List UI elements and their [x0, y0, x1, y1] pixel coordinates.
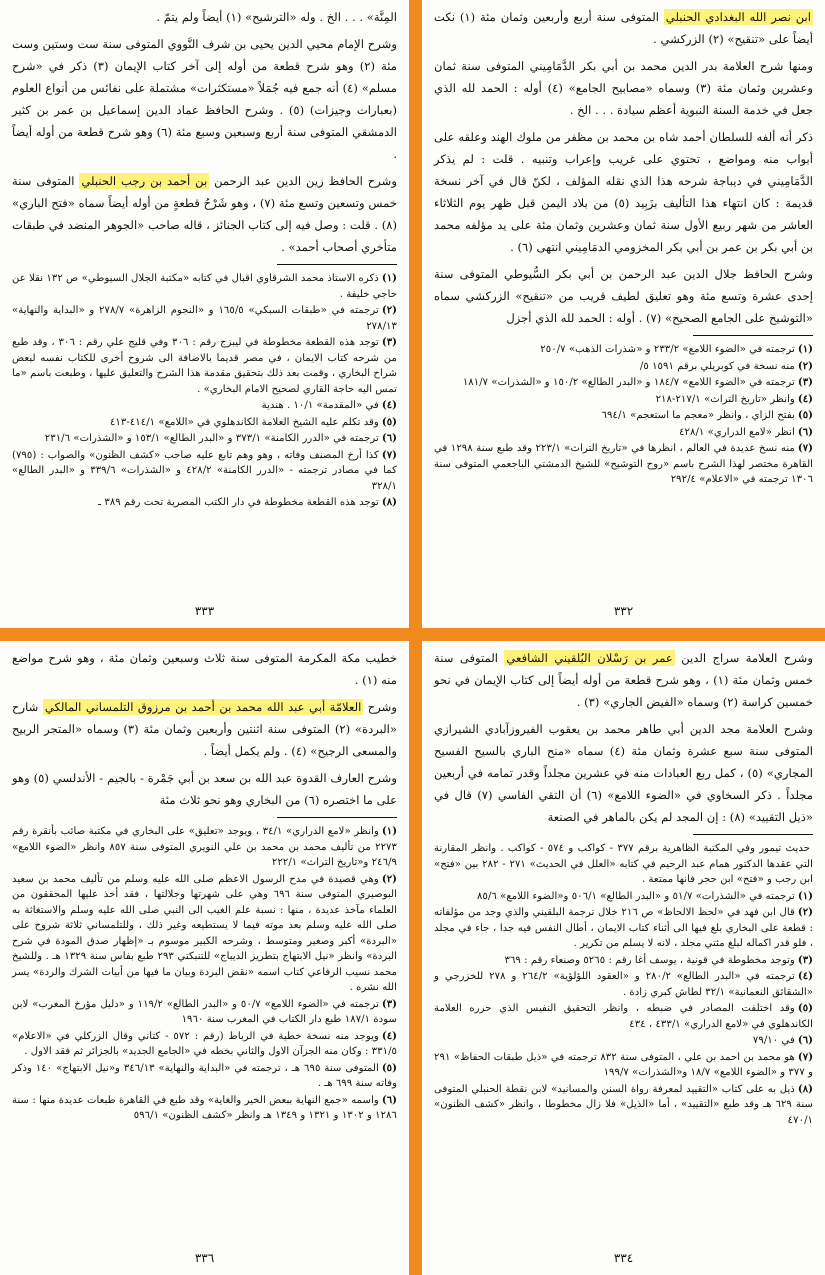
footnote-number: (٣): [381, 997, 397, 1010]
footnote: [12, 1093, 397, 1124]
paragraph: [12, 696, 397, 762]
paragraph-text: وشرح العارف القدوة عبد الله بن سعد بن أبي جَمْرة - بالجيم - الأندلسي (٥) وهو على ما اختصره (٦) من البخاري وهو نحو ثلاث مئة: [12, 771, 397, 807]
footnote: [12, 303, 397, 334]
main-text: [434, 6, 813, 329]
main-text: [12, 647, 397, 811]
footnote-number: (٦): [381, 432, 397, 444]
paragraph: [434, 647, 813, 713]
main-text: [434, 647, 813, 828]
footnote-text: وقد اختلفت المصادر في ضبطه ، وانظر التحقيق النفيس الذي حرره العلامة الكاندهلوي في «لامع الدراري» ٤٣٣/١ ، ٤٣٤: [434, 1003, 813, 1030]
footnote-text: في ٧٩/١٠: [752, 1035, 795, 1046]
footnotes: [434, 841, 813, 1128]
highlighted-name: ابن نصر الله البغدادي الحنبلي: [665, 10, 811, 24]
footnote: [12, 1061, 397, 1092]
footnote-number: (٨): [381, 496, 397, 508]
footnote-text: توجد هذه القطعة مخطوطة في دار الكتب المصرية تحت رقم ٣٨٩ ـ: [98, 497, 379, 508]
footnote-number: (٣): [797, 953, 813, 966]
footnote-number: (٥): [381, 1061, 397, 1074]
footnotes: [12, 824, 397, 1124]
footnote-text: واسمه «جمع النهاية ببعض الخير والغاية» وقد طبع في القاهرة طبعات عديدة منها : سنة ١٢٨٦ و ١٣٠٢ و ١٣٢١ و ١٣٤٩ هـ وانظر «كشف الظنون» ٥٩٦/١: [12, 1094, 397, 1121]
footnotes: [434, 342, 813, 488]
footnote-number: (١): [797, 343, 813, 355]
paragraph: [434, 6, 813, 50]
paragraph-text: وشرح العلامة سراج الدين: [674, 651, 813, 665]
footnote: [12, 335, 397, 397]
footnote: [434, 1001, 813, 1032]
page-332: [422, 0, 825, 628]
footnote-text: منه نسخة في كوبريلي برقم ١٥٩١ ٥/: [639, 360, 795, 372]
footnote: [434, 841, 813, 888]
paragraph: [434, 718, 813, 828]
page-number: ٣٣٣: [194, 604, 215, 618]
paragraph: [12, 170, 397, 258]
footnote-text: ترجمته في «الضوء اللامع» ٥٠/٧ و «البدر الطالع» ١١٩/٢ و «دليل مؤرخ المغرب» لابن سودة ١٨٧/١ طبع دار الكتاب في المغرب سنة ١٩٦٠: [12, 998, 397, 1025]
footnote-text: وقد تكلم عليه الشيخ العلامة الكاندهلوي في «اللامع» ٤١٤/١-٤١٣: [109, 416, 379, 428]
footnote-text: توجد هذه القطعة مخطوطة في ليبزج رقم : ٣٠٦ وفي قليج علي رقم : ٣٠٦ ، وقد طبع من شرحه كتاب الايمان ، في مصر قديما بالاضافة الى شروح أخرى للكتاب نفسه لبعض شراح البخاري ، وقمت بعد ذلك بتحقيق مقدمة هذا الشرح والتعليق عليها ، وطبعت باسم «ما تمس اليه حاجة القاري لصحيح الامام البخاري» .: [12, 337, 397, 395]
footnote-text: ويوجد منه نسخة خطية في الرباط (رقم : ٥٧٢ - كتاني وقال الزركلي في «الاعلام» ٣٣١/٥ : وكان منه الجزآن الاول والثاني بخطه في «الجامع الجديد» بالجزائر ثم فقد الاول .: [12, 1030, 397, 1057]
paragraph-text: وشرح العلامة مجد الدين أبي طاهر محمد بن يعقوب الفيروزآبادي الشيرازي المتوفى سنة سبع عشرة وثمان مئة (٤) سماه «منح الباري بالسيح الفسيح المجاري» (٥) ، كمل ربع العبادات منه في عشرين مجلداً وقدر تمامه في أربعين مجلداً . ذكر السخاوي في «الضوء اللامع» (٦) أن التقي الفاسي (٧) قال في «ذيل التقييد» (٨) : إن المجد لم يكن بالماهر في الصنعة: [434, 722, 814, 824]
footnote: [434, 408, 813, 424]
footnote: [12, 872, 397, 996]
footnote-number: (٥): [797, 409, 813, 421]
footnote-text: المتوفى سنة ٦٩٥ هـ ، ترجمته في «البداية والنهاية» ٣٤٦/١٣ و«نيل الابتهاج» ١٤٠ وذكر وفاته سنة ٦٩٩ هـ .: [12, 1062, 397, 1089]
paragraph: [434, 55, 813, 121]
paragraph-text: المتوفى سنة أربع وأربعين وثمان مئة (١) نكت أيضاً على «تنقيح» (٢) الزركشي .: [434, 10, 813, 46]
footnote: [434, 425, 813, 441]
footnote: [434, 953, 813, 969]
footnote-text: هو محمد بن احمد بن علي ، المتوفى سنة ٨٣٢ ترجمته في «ذيل طبقات الحفاظ» ٢٩١ و ٣٧٧ و «الضوء اللامع» ١٨/٧ و«الشذرات» ١٩٩/٧: [434, 1051, 813, 1078]
paragraph-text: وشرح: [363, 700, 397, 714]
footnote-number: (٧): [381, 448, 397, 461]
footnote-divider: [277, 264, 397, 265]
footnote: [12, 495, 397, 511]
footnote: [12, 997, 397, 1028]
footnote-number: (٢): [797, 906, 813, 918]
footnote: [434, 889, 813, 905]
footnote-number: (١): [797, 889, 813, 902]
footnote-text: منه نسخ عديدة في العالم ، انظرها في «تاريخ التراث» ٢٢٣/١ وقد طبع سنة ١٢٩٨ في القاهرة مختصر لهذا الشرح باسم «روح التوشيح» للشيخ الدمشتي الباجعمي المتوفى سنة ١٣٠٦ ترجمته في «الاعلام» ٢٩٢/٤: [434, 443, 813, 485]
footnote-number: (٥): [381, 415, 397, 428]
footnote-number: (٣): [381, 336, 397, 348]
footnote-number: (١): [381, 272, 397, 284]
footnote-number: (٧): [797, 442, 813, 454]
footnote-text: وانظر «لامع الدراري» ٣٤/١ ، ويوجد «تعليق» على البخاري في مكتبة صائب بأنقرة رقم ٢٢٧٣ من تأليف محمد بن محمد بن علي النويري المتوفى سنة ٨٥٧ وانظر «الضوء اللامع» ٢٤٦/٩ و«تاريخ التراث» ٢٢٢/١: [12, 826, 397, 868]
footnote-number: (٢): [381, 872, 397, 885]
footnote: [12, 398, 397, 414]
footnote: [12, 1029, 397, 1060]
footnote: [12, 824, 397, 871]
footnote-number: (٥): [797, 1002, 813, 1014]
footnote-number: (٨): [797, 1082, 813, 1095]
footnote-number: (٤): [797, 392, 813, 405]
footnote: [434, 1050, 813, 1081]
footnote: [434, 342, 813, 358]
paragraph-text: المِنَّة» . . . الخ . وله «الترشيح» (١) أيضاً ولم يتمّ .: [156, 10, 397, 24]
footnote-text: في «المقدمة» ١٠/١ . هندية: [261, 400, 379, 411]
paragraph: [434, 263, 813, 329]
footnote-text: ذكره الاستاذ محمد الشرقاوي اقبال في كتابه «مكتبة الجلال السيوطي» ص ١٣٢ نقلا عن حاجي خليفة .: [12, 273, 397, 300]
page-number: ٣٣٢: [613, 604, 634, 618]
footnote: [434, 359, 813, 375]
footnote-text: ترجمته في «الدرر الكامنة» ٣٧٣/١ و «البدر الطالع» ١٥٣/١ و «الشذرات» ٢٣١/٦: [44, 433, 379, 444]
footnote: [434, 969, 813, 1000]
paragraph: [12, 647, 397, 691]
footnote: [434, 375, 813, 391]
page-336: [0, 641, 409, 1275]
footnote-text: ذيل به على كتاب «التقييد لمعرفة رواة السنن والمسانيد» لابن نقطة الحنبلي المتوفى سنة ٦٢٩ هـ وقد طبع «التقييد» ، أما «الذيل» فلا زال مخطوطا ، وانظر «كشف الظنون» ٤٧٠/١: [434, 1083, 813, 1126]
footnote-divider: [693, 834, 813, 835]
page-number: ٣٣٦: [194, 1251, 215, 1265]
footnote-divider: [693, 335, 813, 336]
paragraph-text: وشرح الحافظ زين الدين عبد الرحمن: [209, 174, 397, 188]
page-333: [0, 0, 409, 628]
footnote: [434, 1033, 813, 1049]
footnote-text: وتوجد مخطوطة في قونية ، يوسف أغا رقم : ٥٢٦٥ وصنعاء رقم : ٣٦٩: [504, 954, 795, 966]
paragraph-text: المتوفى سنة خمس وثمان مئة (١) ، وهو شرح قطعة من أوله أيضاً إلى كتاب الإيمان في نحو خمسين كراسة (٢) وسماه «الفيض الجاري» (٣) .: [434, 651, 814, 709]
footnote-text: وهي قصيدة في مدح الرسول الاعظم صلى الله عليه وسلم من تأليف محمد بن سعيد البوصيري المتوفى سنة ٦٩٦ وهي على شهرتها وجلالتها ، فقد أخذ عليها المحققون من العلماء مآخذ عديدة ، منها : نسبة علم الغيب الى النبي صلى الله عليه وسلم والاستغاثة به صلى الله عليه وسلم بعد موته فيما لا يستطيعه وغير ذلك ، وللتلمساني ثلاثة شروح على «البردة» أكبر وصغير ومتوسط ، وشرحه الكبير موسوم بـ «إظهار صدق المودة في شرح البردة» وانظر «نيل الابتهاج بتطريز الديباج» للتنبكتي ٢٩٣ طبع بفاس سنة ١٣٢٩ هـ . وللشيخ محمد نسيب الرفاعي كتاب اسمه «نقض البردة وبيان ما فيها من أبيات الشرك والردة» يسر الله نشره .: [12, 873, 397, 993]
highlighted-name: العلامّة أبي عبد الله محمد بن أحمد بن مرزوق التلمساني المالكي: [44, 700, 362, 714]
footnote-number: (٦): [797, 425, 813, 438]
footnote-text: بفتح الزاي ، وانظر «معجم ما استعجم» ٦٩٤/١: [601, 410, 795, 421]
footnote-number: (٧): [797, 1050, 814, 1063]
paragraph: [434, 126, 813, 258]
highlighted-name: عمر بن رَسْلان البُلقيني الشافعي: [506, 651, 673, 665]
footnote-text: قال ابن فهد في «لحظ الالحاظ» ص ٢١٦ خلال ترجمة البلقيني والذي وجد من مؤلفاته : قطعة على البخاري بلغ فيها الى أثناء كتاب الايمان ، أطال النفس فيه جدا ، جاء في مجلد ، فلو قدر اكماله لبلغ مئتي مجلد ، لانه لا يسلم من تكرير .: [434, 907, 813, 949]
footnote: [434, 441, 813, 488]
footnote-text: ترجمته في «طبقات السبكي» ١٦٥/٥ و «النجوم الزاهرة» ٢٧٨/٧ و «البداية والنهاية» ٢٧٨/١٣: [12, 305, 397, 332]
page-334: [422, 641, 825, 1275]
footnote: [12, 431, 397, 447]
main-text: [12, 6, 397, 258]
footnote-text: كذا أرخ المصنف وفاته ، وهو وهم تابع عليه صاحب «كشف الظنون» والصواب : (٧٩٥) كما في مصادر ترجمته - «الدرر الكامنة» ٤٢٨/٢ و «الشذرات» ٣٣٩/٦ و «البدر الطالع» ٣٢٨/١: [12, 449, 397, 492]
footnote-number: (٦): [381, 1093, 397, 1106]
paragraph-text: وشرح الإمام محيي الدين يحيى بن شرف النَّووي المتوفى سنة ست وستين وست مئة (٢) وهو شرح قطعة من أوله إلى آخر كتاب الإيمان (٣) ذكر في «شرح مسلم» (٤) أنه جمع فيه جُمَلاً «مستكثرات» مشتملة على نفائس من أنواع العلوم (بعبارات وجيزات) (٥) . وشرح الحافظ عماد الدين إسماعيل بن عمر بن كثير الدمشقي المتوفى سنة أربع وسبعين وسبع مئة (٦) وهو شرح قطعة من أوله أيضاً .: [12, 37, 398, 161]
footnote-number: (٣): [797, 376, 813, 388]
highlighted-name: بن أحمد بن رجب الحنبلي: [81, 174, 208, 188]
footnote: [12, 415, 397, 431]
footnote-number: (٤): [797, 970, 813, 982]
footnote-divider: [277, 817, 397, 818]
footnote: [12, 448, 397, 495]
footnote-number: (٤): [381, 1029, 397, 1042]
footnote-number: (١): [381, 825, 398, 837]
footnote-text: انظر «لامع الدراري» ٤٢٨/١: [679, 426, 795, 438]
paragraph-text: ومنها شرح العلامة بدر الدين محمد بن أبي بكر الدَّمَامِيني المتوفى سنة ثمان وعشرين وثمان مئة (٣) وسماه «مصابيح الجامع» (٤) أوله : الحمد لله الذي جعل في خدمة السنة النبوية أعظم سيادة . . . الخ .: [434, 59, 814, 117]
footnotes: [12, 271, 397, 511]
footnote-text: حديث تيمور وفي المكتبة الظاهرية برقم ٣٧٧ - كواكب و ٥٧٤ - كواكب . وانظر المقارنة التي عقدها الدكتور همام عبد الرحيم في كتابه «العلل في الحديث» ٢٧١ - ٢٨٢ بين «فتح» ابن رجب و «فتح» ابن حجر فانها ممتعة .: [434, 843, 813, 885]
paragraph: [12, 33, 397, 165]
paragraph-text: وشرح الحافظ جلال الدين عبد الرحمن بن أبي بكر السُّيوطي المتوفى سنة إحدى عشرة وتسع مئة وهو تعليق لطيف قريب من «تنقيح» الزركشي سماه «التوشيح على الجامع الصحيح» (٧) . أوله : الحمد لله الذي أجزل: [434, 267, 813, 325]
paragraph-text: شارح «البردة» (٢) المتوفى سنة اثنتين وأربعين وثمان مئة (٣) وسماه «المتجر الربيح والمسعى الرجيح» (٤) . ولم يكمل أيضاً .: [12, 700, 397, 758]
footnote-text: ترجمته في «البدر الطالع» ٢٨٠/٢ و «العقود اللؤلؤية» ٢٦٤/٢ و ٢٧٨ للخزرجي و «الشقائق النعمانية» ٣٢/١ لطاش كبري زادة .: [434, 971, 813, 998]
paragraph-text: خطيب مكة المكرمة المتوفى سنة ثلاث وسبعين وثمان مئة ، وهو شرح مواضع منه (١) .: [12, 651, 397, 687]
footnote: [434, 905, 813, 952]
footnote: [12, 271, 397, 302]
footnote-number: (٤): [381, 399, 397, 411]
footnote-text: وانظر «تاريخ التراث» ٢١٧/١-٢١٨: [655, 393, 795, 405]
footnote-number: (٢): [381, 304, 397, 316]
footnote-number: (٦): [797, 1034, 813, 1046]
paragraph-text: ذكر أنه ألفه للسلطان أحمد شاه بن محمد بن مظفر من ملوك الهند وعلقه على أبواب منه ومواضع ، تحتوي على غريب وإعراب وتنبيه . قلت : لم يذكر الدَّمَامِيني في ديباجة شرحه هذا الذي نقله المؤلف ، لكنّ قال في آخر نسخة قديمة : كان انتهاء هذا التأليف بزَبِيد (٥) من بلاد اليمن قبل ظهر يوم الثلاثاء العاشر من شهر ربيع الأول سنة ثمان وعشرين وثمان مئة على يد مؤلفه محمد بن أبي بكر بن عمر بن أبي بكر المخزومي الدمَامِيني انتهى (٦) .: [434, 130, 813, 254]
paragraph-text: المتوفى سنة خمس وتسعين وتسع مئة (٧) ، وهو شَرْحُ قطعةٍ من أوله أيضاً سماه «فتح الباري» (٨) . قلت : وصل فيه إلى كتاب الجنائز ، قاله صاحب «الجوهر المنضد في طبقات متأخري أصحاب أحمد» .: [12, 174, 397, 254]
footnote-text: ترجمته في «الضوء اللامع» ٢٣٣/٢ و «شذرات الذهب» ٢٥٠/٧: [540, 344, 795, 355]
footnote-text: ترجمته في «الضوء اللامع» ١٨٤/٧ و «البدر الطالع» ١٥٠/٢ و «الشذرات» ١٨١/٧: [462, 377, 795, 388]
paragraph: [12, 767, 397, 811]
footnote: [434, 392, 813, 408]
footnote: [434, 1082, 813, 1129]
footnote-text: ترجمته في «الشذرات» ٥١/٧ و «البدر الطالع» ٥٠٦/١ و«الضوء اللامع» ٨٥/٦: [477, 890, 795, 902]
footnote-number: (٢): [797, 359, 813, 372]
page-number: ٣٣٤: [613, 1251, 634, 1265]
paragraph: [12, 6, 397, 28]
